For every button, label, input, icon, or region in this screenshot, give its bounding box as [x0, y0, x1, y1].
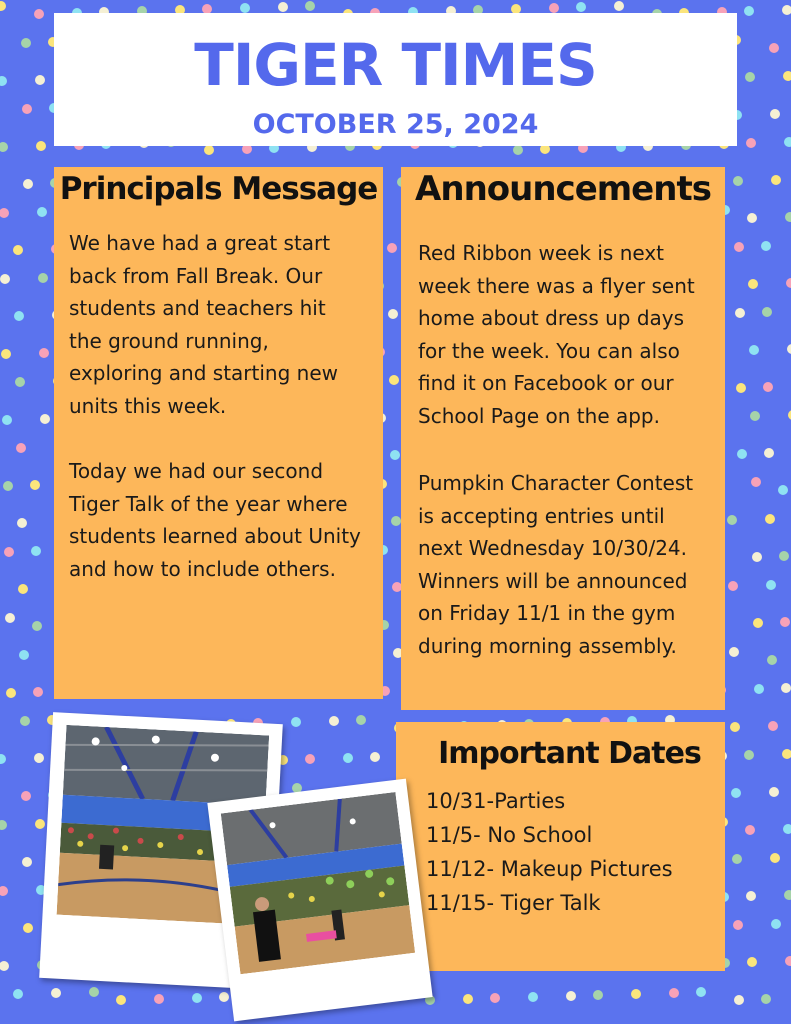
background-dot [528, 992, 538, 1002]
background-dot [732, 854, 742, 864]
background-dot [764, 448, 774, 458]
background-dot [762, 307, 772, 317]
background-dot [14, 311, 24, 321]
background-dot [744, 750, 754, 760]
background-dot [387, 243, 397, 253]
background-dot [305, 754, 315, 764]
background-dot [614, 1, 624, 11]
background-dot [34, 753, 44, 763]
background-dot [40, 414, 50, 424]
background-dot [389, 375, 399, 385]
background-dot [771, 919, 781, 929]
background-dot [390, 450, 400, 460]
background-dot [21, 38, 31, 48]
background-dot [13, 989, 23, 999]
background-dot [768, 721, 778, 731]
background-dot [17, 518, 27, 528]
background-dot [0, 208, 9, 218]
date-item: 11/12- Makeup Pictures [426, 857, 673, 881]
background-dot [16, 443, 26, 453]
newsletter-title: TIGER TIMES [194, 31, 597, 99]
important-dates-heading: Important Dates [438, 736, 701, 771]
background-dot [31, 546, 41, 556]
background-dot [749, 345, 759, 355]
background-dot [761, 241, 771, 251]
background-dot [20, 716, 30, 726]
background-dot [0, 1, 6, 11]
background-dot [356, 715, 366, 725]
background-dot [34, 9, 44, 19]
background-dot [23, 179, 33, 189]
background-dot [733, 176, 743, 186]
background-dot [0, 754, 6, 764]
background-dot [343, 753, 353, 763]
background-dot [23, 923, 33, 933]
background-dot [733, 920, 743, 930]
important-dates-list [426, 784, 673, 920]
background-dot [549, 3, 559, 13]
background-dot [51, 988, 61, 998]
background-dot [729, 647, 739, 657]
background-dot [763, 382, 773, 392]
background-dot [787, 344, 791, 354]
background-dot [0, 76, 7, 86]
announcements-paragraph-1: Red Ribbon week is next week there was a flyer sent home about dress up days for the week. You can also find it on Facebook or our School Page on the app. [418, 241, 695, 428]
background-dot [746, 138, 756, 148]
background-dot [730, 722, 740, 732]
background-dot [769, 43, 779, 53]
principals-message-heading: Principals Message [59, 171, 378, 207]
students-performing-photo [207, 779, 432, 1022]
background-dot [513, 145, 523, 155]
students-performing-image [221, 792, 415, 974]
background-dot [576, 2, 586, 12]
background-dot [116, 995, 126, 1005]
background-dot [5, 613, 15, 623]
background-dot [727, 515, 737, 525]
background-dot [750, 411, 760, 421]
background-dot [767, 655, 777, 665]
background-dot [3, 481, 13, 491]
background-dot [785, 212, 791, 222]
background-dot [736, 383, 746, 393]
announcements-paragraph-2: Pumpkin Character Contest is accepting entries until next Wednesday 10/30/24. Winners will be announced on Friday 11/1 in the gym during morning assembly. [418, 471, 694, 658]
background-dot [784, 890, 791, 900]
background-dot [0, 820, 7, 830]
background-dot [0, 961, 9, 971]
date-item: 11/15- Tiger Talk [426, 891, 601, 915]
background-dot [35, 75, 45, 85]
background-dot [753, 618, 763, 628]
principals-message-box [54, 167, 383, 699]
background-dot [778, 485, 788, 495]
background-dot [752, 552, 762, 562]
background-dot [745, 72, 755, 82]
background-dot [782, 749, 791, 759]
masthead [54, 13, 737, 146]
background-dot [669, 988, 679, 998]
background-dot [192, 993, 202, 1003]
background-dot [154, 994, 164, 1004]
principals-message-paragraph-1: We have had a great start back from Fall Break. Our students and teachers hit the ground running, exploring and starting new units this week. [69, 231, 338, 418]
background-dot [21, 791, 31, 801]
background-dot [786, 278, 791, 288]
background-dot [731, 788, 741, 798]
background-dot [329, 716, 339, 726]
background-dot [785, 956, 791, 966]
background-dot [746, 891, 756, 901]
background-dot [737, 449, 747, 459]
background-dot [490, 993, 500, 1003]
background-dot [781, 683, 791, 693]
background-dot [36, 141, 46, 151]
background-dot [22, 857, 32, 867]
date-item: 11/5- No School [426, 823, 593, 847]
background-dot [766, 580, 776, 590]
background-dot [735, 308, 745, 318]
background-dot [744, 6, 754, 16]
background-dot [779, 551, 789, 561]
background-dot [747, 213, 757, 223]
background-dot [747, 957, 757, 967]
background-dot [0, 142, 8, 152]
background-dot [771, 175, 781, 185]
background-dot [783, 71, 791, 81]
background-dot [291, 717, 301, 727]
background-dot [728, 581, 738, 591]
background-dot [89, 987, 99, 997]
background-dot [0, 886, 8, 896]
background-dot [370, 752, 380, 762]
background-dot [30, 480, 40, 490]
background-dot [1, 349, 11, 359]
background-dot [278, 2, 288, 12]
background-dot [38, 273, 48, 283]
background-dot [4, 547, 14, 557]
background-dot [15, 377, 25, 387]
principals-message-paragraph-2: Today we had our second Tiger Talk of the year where students learned about Unity and how to include others. [69, 459, 361, 581]
background-dot [6, 688, 16, 698]
background-dot [2, 415, 12, 425]
background-dot [734, 242, 744, 252]
background-dot [18, 584, 28, 594]
background-dot [0, 274, 10, 284]
background-dot [219, 992, 229, 1002]
background-dot [782, 5, 791, 15]
announcements-heading: Announcements [415, 169, 711, 209]
announcements-box [401, 167, 725, 710]
background-dot [754, 684, 764, 694]
background-dot [240, 3, 250, 13]
background-dot [37, 207, 47, 217]
background-dot [19, 650, 29, 660]
background-dot [32, 621, 42, 631]
date-item: 10/31-Parties [426, 789, 566, 813]
background-dot [770, 853, 780, 863]
background-dot [204, 145, 214, 155]
background-dot [765, 514, 775, 524]
background-dot [734, 995, 744, 1005]
background-dot [39, 348, 49, 358]
background-dot [566, 991, 576, 1001]
background-dot [593, 990, 603, 1000]
background-dot [748, 279, 758, 289]
background-dot [463, 994, 473, 1004]
background-dot [22, 104, 32, 114]
background-dot [305, 1, 315, 11]
background-dot [391, 516, 401, 526]
background-dot [631, 989, 641, 999]
issue-date: OCTOBER 25, 2024 [252, 109, 539, 140]
background-dot [745, 825, 755, 835]
background-dot [13, 245, 23, 255]
background-dot [769, 787, 779, 797]
background-dot [783, 824, 791, 834]
background-dot [780, 617, 790, 627]
background-dot [770, 109, 780, 119]
background-dot [35, 819, 45, 829]
background-dot [751, 477, 761, 487]
background-dot [761, 994, 771, 1004]
important-dates-box [396, 722, 725, 971]
background-dot [696, 987, 706, 997]
background-dot [388, 309, 398, 319]
background-dot [33, 687, 43, 697]
background-dot [784, 137, 791, 147]
